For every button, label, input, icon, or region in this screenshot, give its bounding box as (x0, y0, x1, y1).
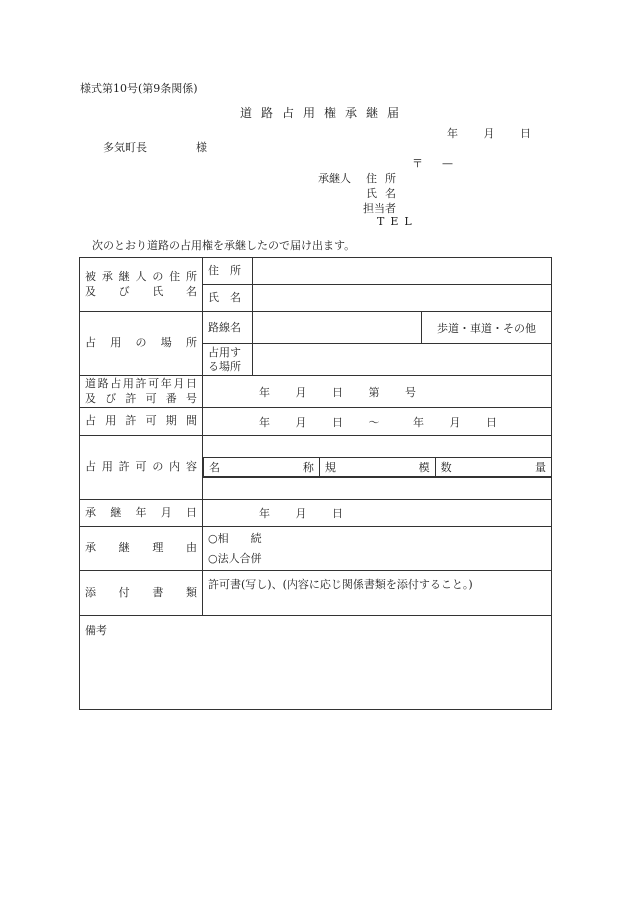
attachments-label: 添付書類 (80, 571, 203, 616)
content-scale-field[interactable] (319, 477, 435, 478)
remarks-field[interactable] (80, 616, 552, 710)
postal-dash: — (442, 157, 453, 170)
prev-holder-address-label: 住 所 (203, 258, 253, 285)
succession-date-label: 承継年月日 (80, 500, 203, 527)
content-col-name: 名称 (204, 458, 320, 477)
place-label: 占用の場所 (80, 312, 203, 376)
submission-date: 年 月 日 (447, 127, 531, 140)
postal-mark: 〒 (412, 157, 423, 170)
content-label: 占用許可の内容 (80, 436, 203, 500)
successor-tel-label: TEL (377, 215, 418, 228)
occupied-area-field[interactable] (253, 344, 552, 376)
successor-address-label: 住所 (366, 172, 404, 185)
postal-code-line (412, 155, 453, 171)
form-title: 道路占用権承継届 (240, 106, 409, 120)
occupied-area-label: 占用す る場所 (203, 344, 253, 376)
content-grid (203, 436, 552, 500)
reason-merger[interactable]: ○法人合併 (208, 551, 262, 565)
prev-holder-label: 被承継人の住所 及び氏名 (80, 258, 203, 312)
notification-table (79, 257, 552, 710)
successor-name-label: 氏名 (366, 187, 404, 200)
route-label: 路線名 (203, 312, 253, 344)
content-quantity-field[interactable] (435, 477, 551, 478)
content-col-scale: 規模 (319, 458, 435, 477)
addressee: 多気町長 (103, 141, 147, 154)
reason-options[interactable] (203, 527, 552, 571)
period-field[interactable]: 年 月 日 〜 年 月 日 (203, 408, 552, 436)
reason-label: 承継理由 (80, 527, 203, 571)
honorific: 様 (196, 141, 207, 154)
successor-person-label: 担当者 (363, 202, 396, 215)
period-label: 占用許可期間 (80, 408, 203, 436)
content-name-field[interactable] (204, 477, 320, 478)
intro-text: 次のとおり道路の占用権を承継したので届け出ます。 (92, 239, 356, 252)
route-field[interactable] (253, 312, 422, 344)
attachments-field[interactable]: 許可書(写し)、(内容に応じ関係書類を添付すること。) (203, 571, 552, 616)
remarks-label: 備考 (85, 624, 107, 637)
road-type-options[interactable]: 歩道・車道・その他 (422, 312, 552, 344)
successor-label: 承継人 (318, 172, 351, 185)
content-col-quantity: 数量 (435, 458, 551, 477)
prev-holder-address-field[interactable] (253, 258, 552, 285)
permit-date-field[interactable]: 年 月 日 第 号 (203, 376, 552, 408)
prev-holder-name-label: 氏 名 (203, 285, 253, 312)
permit-date-label: 道路占用許可年月日 及び許可番号 (80, 376, 203, 408)
reason-inheritance[interactable]: ○相 続 (208, 531, 262, 545)
form-number: 様式第10号(第9条関係) (80, 82, 198, 95)
prev-holder-name-field[interactable] (253, 285, 552, 312)
succession-date-field[interactable]: 年 月 日 (203, 500, 552, 527)
